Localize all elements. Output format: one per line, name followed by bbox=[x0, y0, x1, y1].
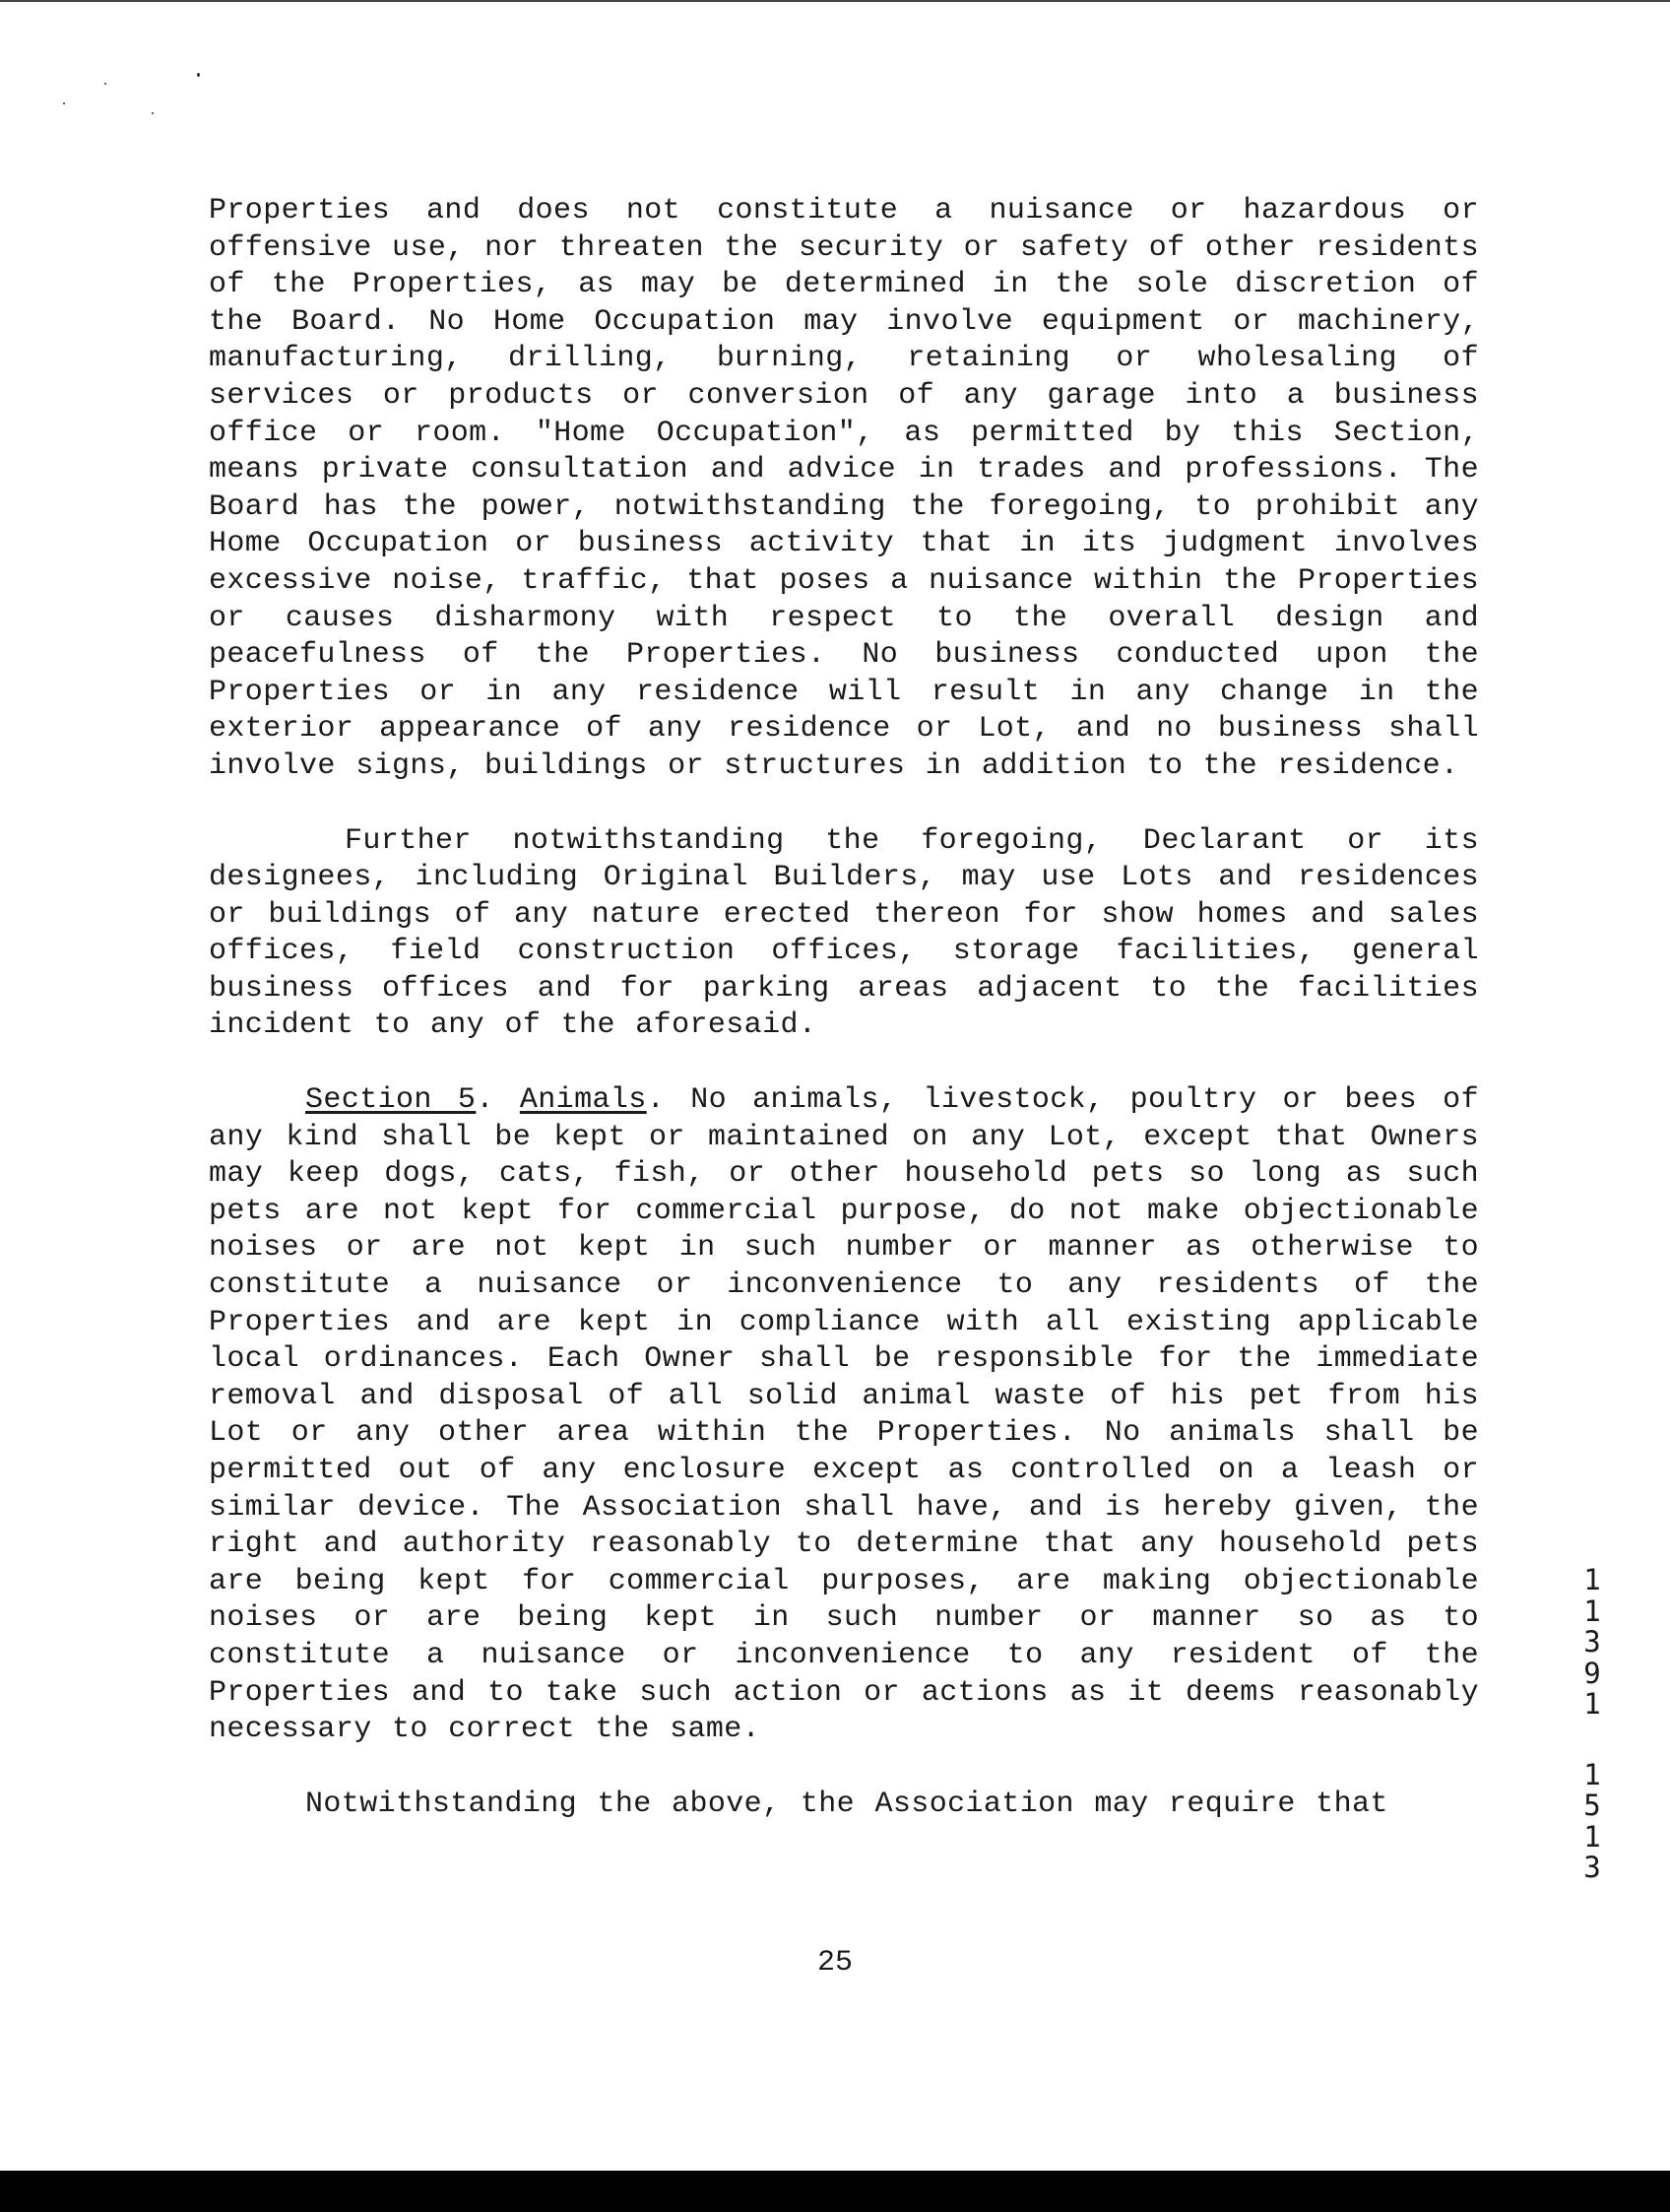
document-body bbox=[209, 193, 1479, 1823]
stamp-char: 1 bbox=[1583, 1819, 1601, 1854]
section-number: Section 5 bbox=[305, 1083, 477, 1118]
margin-recording-stamp bbox=[1577, 1564, 1607, 1883]
stamp-char: 1 bbox=[1583, 1563, 1601, 1596]
stamp-char: 3 bbox=[1583, 1851, 1601, 1884]
paragraph-declarant-use: Further notwithstanding the foregoing, Declarant or its designees, including Original Builders, may use Lots and residences or buildings of any nature erected thereon for show homes and sales offices, field construction offices, storage facilities, general business offices and for parking areas adjacent to the facilities incident to any of the aforesaid. bbox=[209, 823, 1479, 1043]
page-top-edge bbox=[0, 0, 1670, 2]
stamp-gap bbox=[1577, 1720, 1607, 1759]
scan-bottom-border bbox=[0, 2171, 1670, 2212]
section-5-animals: Section 5. Animals. No animals, livestock, poultry or bees of any kind shall be kept or maintained on any Lot, except that Owners may keep dogs, cats, fish, or other household pets so long as such pets are not kept for commercial purpose, do not make objectionable noises or are not kept in such number or manner as otherwise to constitute a nuisance or inconvenience to any residents of the Properties and are kept in compliance with all existing applicable local ordinances. Each Owner shall be responsible for the immediate removal and disposal of all solid animal waste of his pet from his Lot or any other area within the Properties. No animals shall be permitted out of any enclosure except as controlled on a leash or similar device. The Association shall have, and is hereby given, the right and authority reasonably to determine that any household pets are being kept for commercial purposes, are making objectionable noises or are being kept in such number or manner so as to constitute a nuisance or inconvenience to any resident of the Properties and to take such action or actions as it deems reasonably necessary to correct the same. bbox=[209, 1083, 1479, 1747]
stamp-char: 1 bbox=[1583, 1757, 1601, 1791]
section-body: No animals, livestock, poultry or bees of any kind shall be kept or maintained on any Lot, except that Owners may keep dogs, cats, fish, or other household pets so long as such pets are not kept for commercial purpose, do not make objectionable noises or are not kept in such number or manner as otherwise to constitute a nuisance or inconvenience to any residents of the Properties and are kept in compliance with all existing applicable local ordinances. Each Owner shall be responsible for the immediate removal and disposal of all solid animal waste of his pet from his Lot or any other area within the Properties. No animals shall be permitted out of any enclosure except as controlled on a leash or similar device. The Association shall have, and is hereby given, the right and authority reasonably to determine that any household pets are being kept for commercial purposes, are making objectionable noises or are being kept in such number or manner so as to constitute a nuisance or inconvenience to any resident of the Properties and to take such action or actions as it deems reasonably necessary to correct the same. bbox=[209, 1083, 1479, 1747]
stamp-char: 1 bbox=[1583, 1687, 1601, 1721]
paragraph-home-occupation: Properties and does not constitute a nuisance or hazardous or offensive use, nor threaten the security or safety of other residents of the Properties, as may be determined in the sole discretion of the Board. No Home Occupation may involve equipment or machinery, manufacturing, drilling, burning, retaining or wholesaling of services or products or conversion of any garage into a business office or room. "Home Occupation", as permitted by this Section, means private consultation and advice in trades and professions. The Board has the power, notwithstanding the foregoing, to prohibit any Home Occupation or business activity that in its judgment involves excessive noise, traffic, that poses a nuisance within the Properties or causes disharmony with respect to the overall design and peacefulness of the Properties. No business conducted upon the Properties or in any residence will result in any change in the exterior appearance of any residence or Lot, and no business shall involve signs, buildings or structures in addition to the residence. bbox=[209, 194, 1479, 783]
stamp-char: 1 bbox=[1583, 1594, 1601, 1628]
stamp-char: 5 bbox=[1583, 1789, 1601, 1822]
page-number: 25 bbox=[816, 1946, 853, 1980]
paragraph-notwithstanding: Notwithstanding the above, the Association may require that bbox=[305, 1787, 1388, 1821]
stamp-char: 9 bbox=[1583, 1656, 1601, 1690]
stamp-char: 3 bbox=[1583, 1625, 1601, 1659]
section-title: Animals bbox=[519, 1083, 647, 1118]
